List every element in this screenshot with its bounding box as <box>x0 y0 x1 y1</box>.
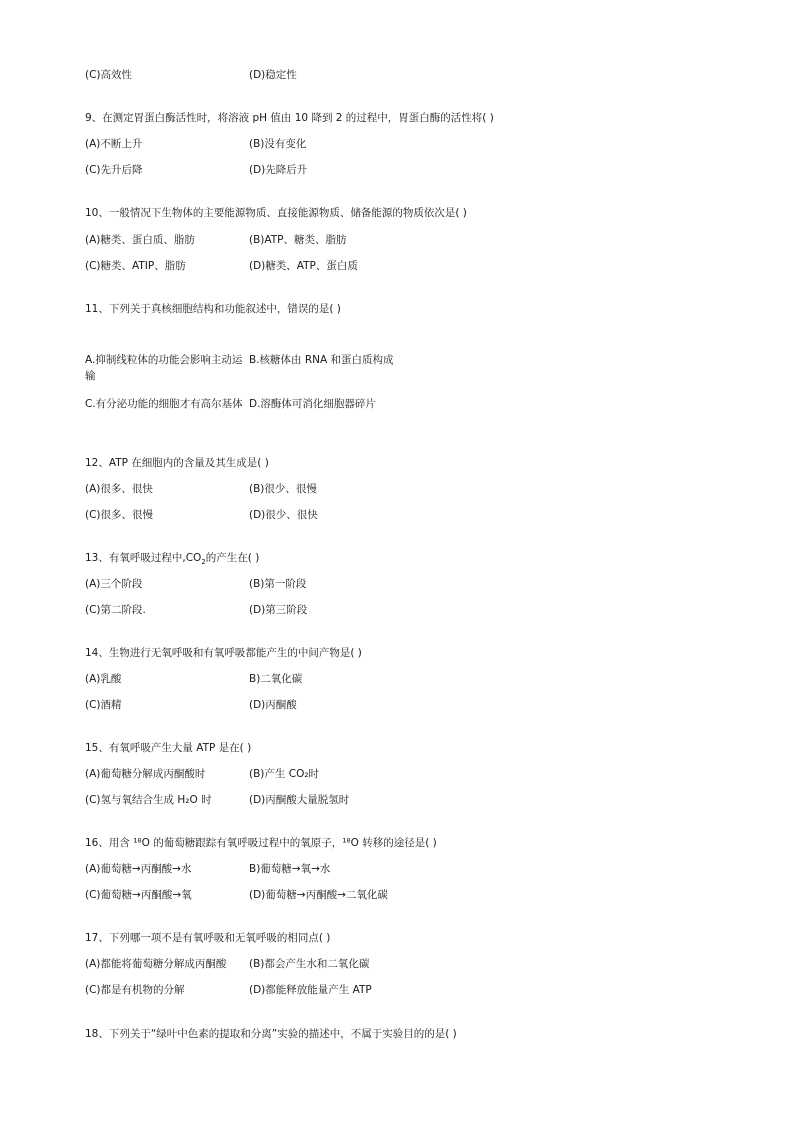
question-12-stem: 12、ATP 在细胞内的含量及其生成是( ) <box>85 457 269 469</box>
option-15a: (A)葡萄糖分解成丙酮酸时 <box>85 768 206 780</box>
option-12c: (C)很多、很慢 <box>85 509 154 521</box>
option-11d: D.溶酶体可消化细胞器碎片 <box>249 398 376 410</box>
option-13a: (A)三个阶段 <box>85 578 143 590</box>
option-11c: C.有分泌功能的细胞才有高尔基体 <box>85 398 243 410</box>
option-17a: (A)都能将葡萄糖分解成丙酮酸 <box>85 958 227 970</box>
option-14d: (D)丙酮酸 <box>249 699 297 711</box>
option-8c: (C)高效性 <box>85 69 133 81</box>
option-10a: (A)糖类、蛋白质、脂肪 <box>85 234 195 246</box>
option-13d: (D)第三阶段 <box>249 604 308 616</box>
question-14-stem: 14、生物进行无氧呼吸和有氧呼吸都能产生的中间产物是( ) <box>85 647 362 659</box>
question-15-stem: 15、有氧呼吸产生大量 ATP 是在( ) <box>85 742 252 754</box>
option-15d: (D)丙酮酸大量脱氢时 <box>249 794 350 806</box>
question-13-stem-pre: 13、有氧呼吸过程中,CO <box>85 552 202 564</box>
option-9a: (A)不断上升 <box>85 138 143 150</box>
option-14a: (A)乳酸 <box>85 673 122 685</box>
option-11a: A.抑制线粒体的功能会影响主动运输 <box>85 354 243 382</box>
option-10b: (B)ATP、糖类、脂肪 <box>249 234 347 246</box>
option-15b: (B)产生 CO₂时 <box>249 768 320 780</box>
option-9d: (D)先降后升 <box>249 164 308 176</box>
option-17b: (B)都会产生水和二氧化碳 <box>249 958 370 970</box>
option-14c: (C)酒精 <box>85 699 122 711</box>
option-16a: (A)葡萄糖→丙酮酸→水 <box>85 863 192 875</box>
option-13b: (B)第一阶段 <box>249 578 307 590</box>
option-16b: B)葡萄糖→氧→水 <box>249 863 331 875</box>
option-11b: B.核糖体由 RNA 和蛋白质构成 <box>249 354 394 366</box>
option-10d: (D)糖类、ATP、蛋白质 <box>249 260 358 272</box>
question-16-stem: 16、用含 ¹⁸O 的葡萄糖跟踪有氧呼吸过程中的氧原子，¹⁸O 转移的途径是( ) <box>85 837 437 849</box>
option-16d: (D)葡萄糖→丙酮酸→二氧化碳 <box>249 889 388 901</box>
option-13c: (C)第二阶段. <box>85 604 146 616</box>
option-9b: (B)没有变化 <box>249 138 307 150</box>
question-13-stem-sub: 2 <box>201 558 206 567</box>
question-17-stem: 17、下列哪一项不是有氧呼吸和无氧呼吸的相同点( ) <box>85 932 331 944</box>
option-9c: (C)先升后降 <box>85 164 143 176</box>
option-14b: B)二氧化碳 <box>249 673 303 685</box>
option-8d: (D)稳定性 <box>249 69 297 81</box>
question-13-stem <box>85 551 259 565</box>
option-17c: (C)都是有机物的分解 <box>85 984 185 996</box>
question-11-stem: 11、下列关于真核细胞结构和功能叙述中，错误的是( ) <box>85 303 341 315</box>
option-10c: (C)糖类、ATIP、脂肪 <box>85 260 186 272</box>
option-12a: (A)很多、很快 <box>85 483 153 495</box>
option-17d: (D)都能释放能量产生 ATP <box>249 984 372 996</box>
option-16c: (C)葡萄糖→丙酮酸→氧 <box>85 889 192 901</box>
question-10-stem: 10、一般情况下生物体的主要能源物质、直接能源物质、储备能源的物质依次是( ) <box>85 207 467 219</box>
question-18-stem: 18、下列关于“绿叶中色素的提取和分离”实验的描述中，不属于实验目的的是( ) <box>85 1028 457 1040</box>
option-12b: (B)很少、很慢 <box>249 483 317 495</box>
question-13-stem-post: 的产生在( ) <box>205 552 260 564</box>
option-12d: (D)很少、很快 <box>249 509 318 521</box>
option-15c: (C)氢与氧结合生成 H₂O 时 <box>85 794 212 806</box>
question-9-stem: 9、在测定胃蛋白酶活性时，将溶液 pH 值由 10 降到 2 的过程中，胃蛋白酶的活性将( ) <box>85 112 494 124</box>
